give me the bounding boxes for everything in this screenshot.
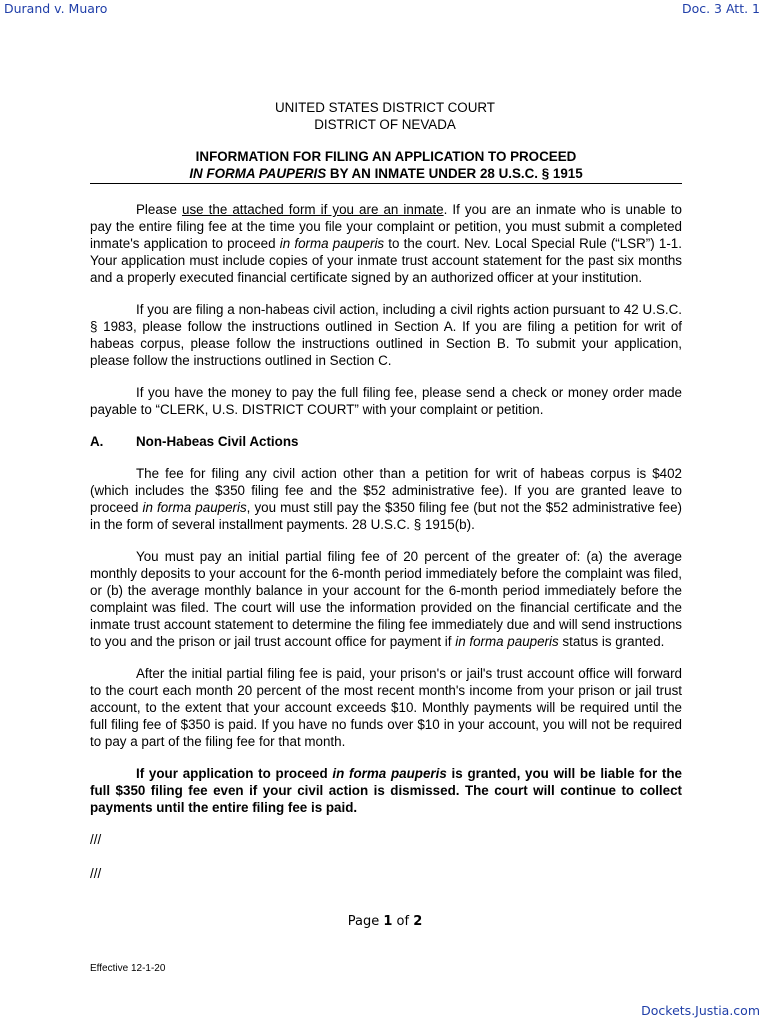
paragraph-intro <box>90 201 682 286</box>
paragraph-monthly-payments: After the initial partial filing fee is paid, your prison's or jail's trust account office will forward to the court each month 20 percent of the most recent month's income from your prison or jail trust account, to the extent that your account exceeds $10. Monthly payments will be required until the full filing fee of $350 is paid. If you have no funds over $10 in your account, you will not be required to pay a part of the filing fee for that month. <box>90 666 682 749</box>
paragraph-sections: If you are filing a non-habeas civil action, including a civil rights action pursuant to 42 U.S.C. § 1983, please follow the instructions outlined in Section A. If you are filing a petition for writ of habeas corpus, please follow the instructions outlined in Section B. To submit your application, please follow the instructions outlined in Section C. <box>90 302 682 368</box>
title-line-2-rest: BY AN INMATE UNDER 28 U.S.C. § 1915 <box>326 166 583 181</box>
text-span: . If you are an inmate who is unable to pay the entire filing fee at the time you file your complaint or petition, you must submit a completed inmate's application to proceed <box>90 202 682 251</box>
paragraph-liability-notice <box>90 765 682 816</box>
court-district: DISTRICT OF NEVADA <box>314 117 456 132</box>
title-line-2 <box>90 165 682 182</box>
text-span: to the court. Nev. Local Special Rule (“LSR”) 1-1. Your application must include copies of your inmate trust account statement for the past six months and a properly executed financial certificate signed by an authorized officer at your institution. <box>90 236 682 285</box>
continuation-marker: /// <box>90 866 102 881</box>
section-a-heading <box>90 433 682 450</box>
italic-phrase: in forma pauperis <box>455 634 559 649</box>
text-span: Please <box>136 202 183 217</box>
paragraph-filing-fee <box>90 465 682 533</box>
text-span: You must pay an initial partial filing fee of 20 percent of the greater of: (a) the average monthly deposits to your account for the 6-month period immediately before the complaint was filed, or (b) the average monthly balance in your account for the 6-month period immediately before the complaint was filed. The court will use the information provided on the financial certificate and the inmate trust account statement to determine the filing fee immediately due and will send instructions to you and the prison or jail trust account office for payment if <box>90 549 682 649</box>
court-name: UNITED STATES DISTRICT COURT <box>275 100 495 115</box>
page-of: of <box>392 914 414 929</box>
continuation-marker: /// <box>90 832 102 847</box>
text-span: , you must still pay the $350 filing fee (but not the $52 administrative fee) in the form of several installment payments. 28 U.S.C. § 1915(b). <box>90 500 682 532</box>
text-span: If your application to proceed <box>136 766 333 781</box>
document-title <box>90 148 682 184</box>
case-title-link[interactable]: Durand v. Muaro <box>4 1 108 16</box>
court-caption <box>0 99 770 133</box>
title-line-1: INFORMATION FOR FILING AN APPLICATION TO PROCEED <box>195 149 577 164</box>
text-span: status is granted. <box>558 634 665 649</box>
document-body <box>90 201 682 899</box>
underlined-instruction: use the attached form if you are an inmate <box>182 202 444 217</box>
effective-date: Effective 12-1-20 <box>90 963 166 974</box>
text-span: The fee for filing any civil action other than a petition for writ of habeas corpus is $402 (which includes the $350 filing fee and the $52 administrative fee). If you are granted leave to proceed <box>90 466 682 515</box>
title-italic-phrase: IN FORMA PAUPERIS <box>189 166 327 181</box>
page-label: Page <box>347 914 384 929</box>
section-letter: A. <box>90 434 104 449</box>
italic-phrase: in forma pauperis <box>142 500 247 515</box>
italic-phrase: in forma pauperis <box>279 236 385 251</box>
italic-phrase: in forma pauperis <box>332 766 447 781</box>
page-total: 2 <box>413 914 423 929</box>
paragraph-initial-fee <box>90 548 682 650</box>
page-number <box>0 914 770 929</box>
text-span: is granted, you will be liable for the full $350 filing fee even if your civil action is dismissed. The court will continue to collect payments until the entire filing fee is paid. <box>90 766 682 815</box>
page-current: 1 <box>383 914 393 929</box>
paragraph-full-fee: If you have the money to pay the full filing fee, please send a check or money order made payable to “CLERK, U.S. DISTRICT COURT” with your complaint or petition. <box>90 385 682 417</box>
doc-reference-link[interactable]: Doc. 3 Att. 1 <box>681 1 760 16</box>
source-link[interactable]: Dockets.Justia.com <box>641 1003 760 1018</box>
section-title: Non-Habeas Civil Actions <box>136 434 299 449</box>
